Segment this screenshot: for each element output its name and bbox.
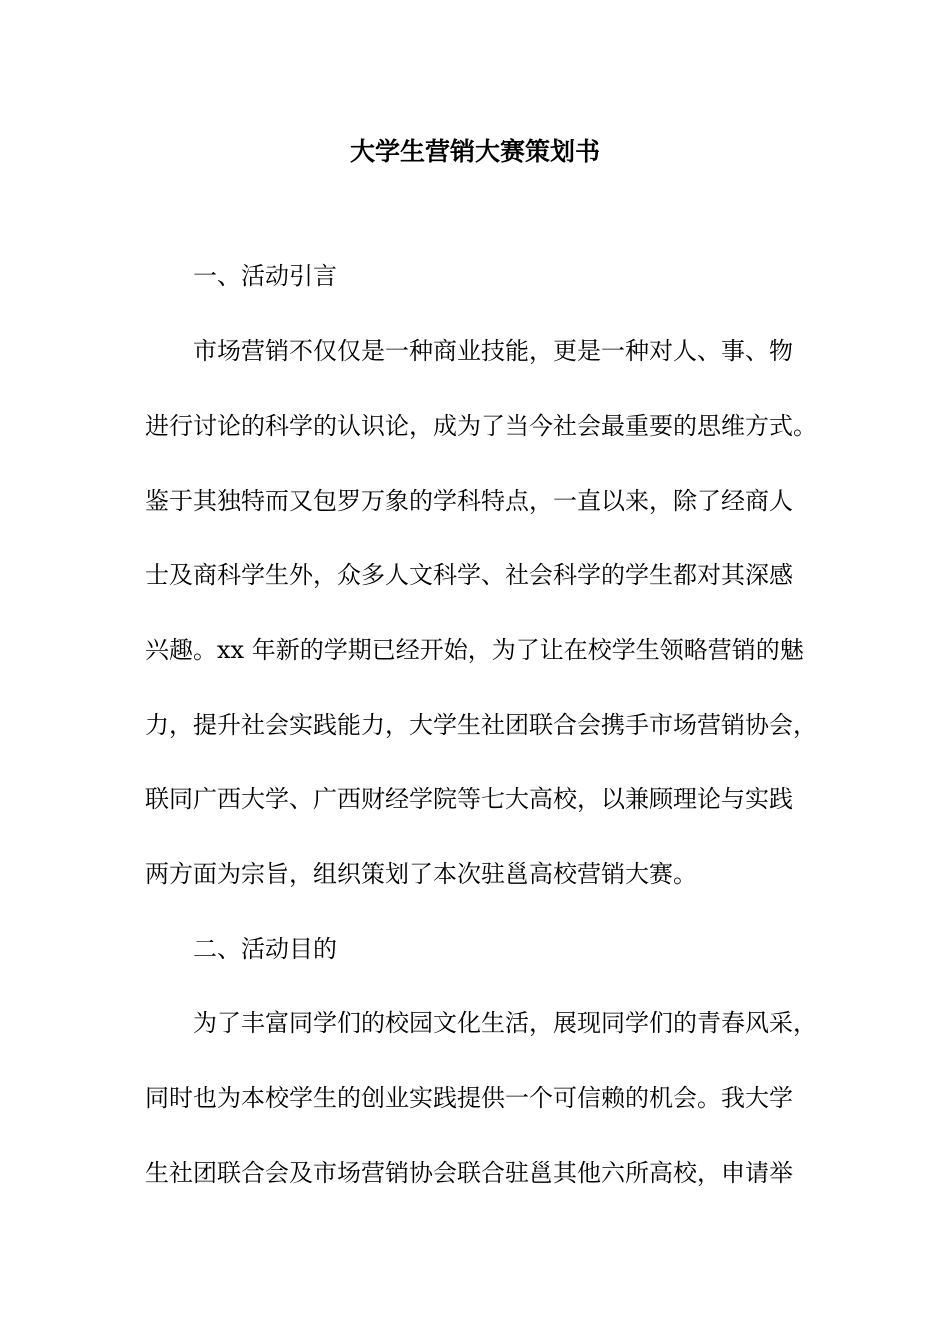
paragraph-line: 士及商科学生外，众多人文科学、社会科学的学生都对其深感 [145, 561, 793, 589]
paragraph-line: 为了丰富同学们的校园文化生活，展现同学们的青春风采， [193, 1009, 817, 1037]
paragraph-line: 同时也为本校学生的创业实践提供一个可信赖的机会。我大学 [145, 1084, 793, 1112]
paragraph-line: 生社团联合会及市场营销协会联合驻邕其他六所高校，申请举 [145, 1159, 793, 1187]
paragraph-line: 进行讨论的科学的认识论，成为了当今社会最重要的思维方式。 [145, 412, 817, 440]
section-heading-introduction: 一、活动引言 [193, 262, 337, 290]
paragraph-line: 市场营销不仅仅是一种商业技能，更是一种对人、事、物 [193, 337, 793, 365]
document-title: 大学生营销大赛策划书 [349, 137, 600, 166]
paragraph-line: 联同广西大学、广西财经学院等七大高校，以兼顾理论与实践 [145, 785, 793, 813]
paragraph-line: 鉴于其独特而又包罗万象的学科特点，一直以来，除了经商人 [145, 487, 793, 515]
section-heading-purpose: 二、活动目的 [193, 935, 337, 963]
paragraph-line: 两方面为宗旨，组织策划了本次驻邕高校营销大赛。 [145, 860, 697, 888]
paragraph-line: 力，提升社会实践能力，大学生社团联合会携手市场营销协会， [145, 711, 817, 739]
paragraph-line: 兴趣。xx 年新的学期已经开始，为了让在校学生领略营销的魅 [145, 636, 804, 664]
